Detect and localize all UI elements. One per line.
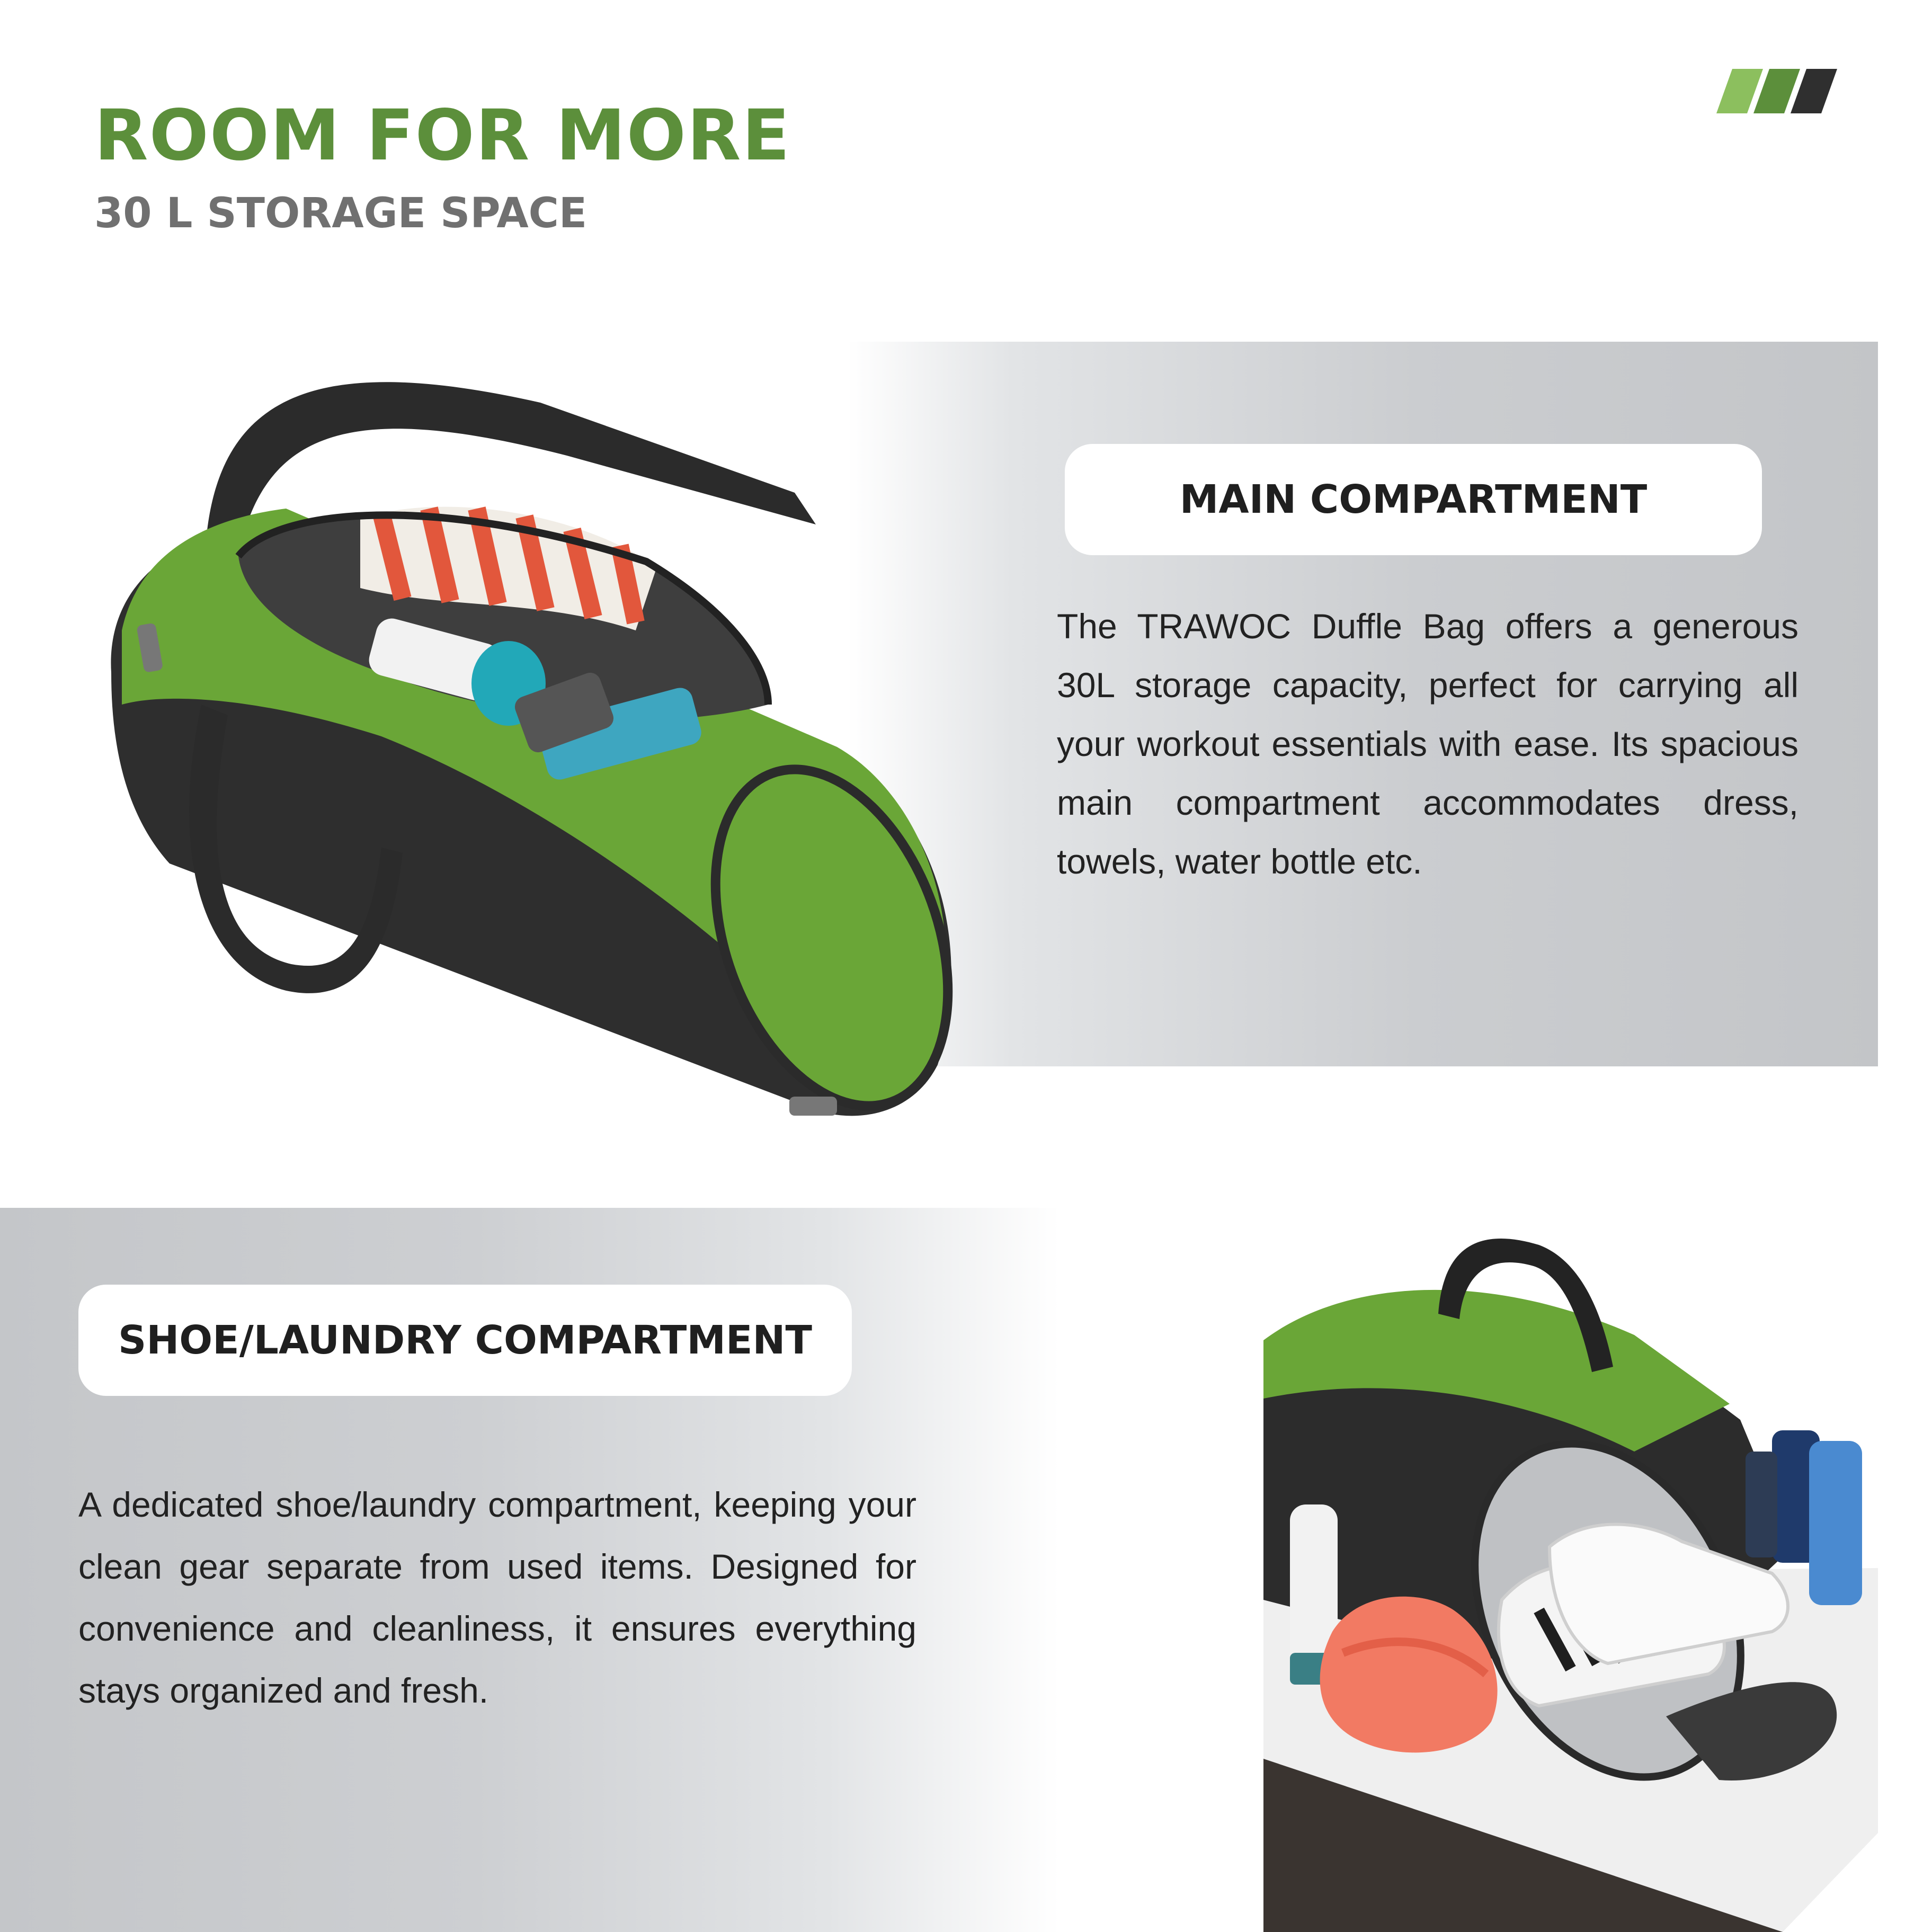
main-compartment-description: The TRAWOC Duffle Bag offers a generous 30L storage capacity, perfect for carrying all your workout essentials with ease. Its spacious main compartment accommodates dress, towels, water bottle etc.: [1057, 607, 1799, 881]
duffle-bag-main-compartment-photo: [64, 334, 996, 1139]
duffle-bag-shoe-compartment-photo: [1263, 1229, 1878, 1932]
shoe-compartment-description: A dedicated shoe/laundry compartment, keeping your clean gear separate from used items. Designed for convenience and cleanliness, it ensures everything stays organized and fresh.: [78, 1485, 916, 1710]
page-subtitle: 30 L STORAGE SPACE: [94, 190, 587, 237]
main-compartment-heading: MAIN COMPARTMENT: [1065, 444, 1762, 555]
page-title: ROOM FOR MORE: [94, 95, 791, 176]
shoe-compartment-heading: SHOE/LAUNDRY COMPARTMENT: [78, 1285, 852, 1396]
brand-stripes-icon: [1716, 69, 1838, 113]
